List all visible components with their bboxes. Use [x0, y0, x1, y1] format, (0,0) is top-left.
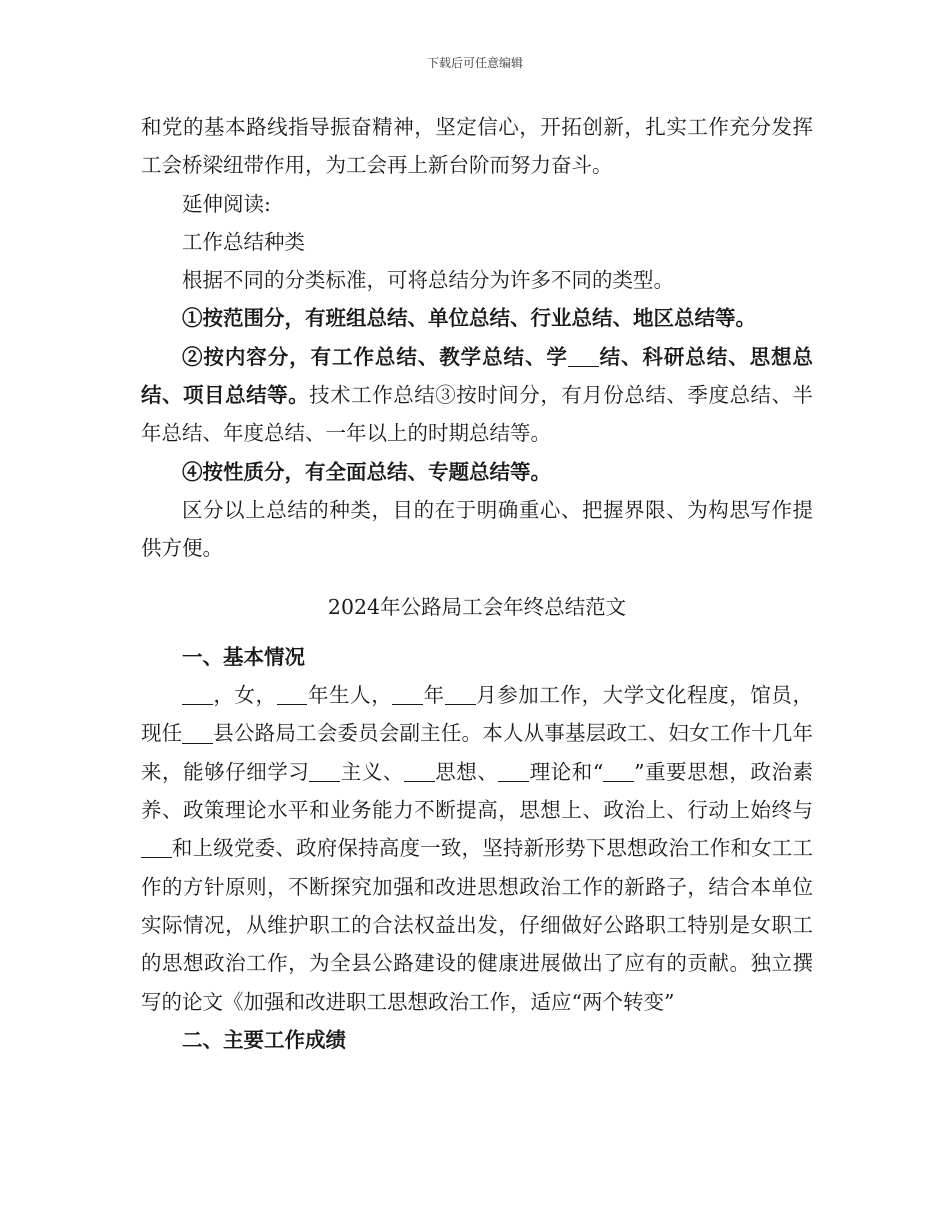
classification-item-nature: ④按性质分，有全面总结、专题总结等。 [182, 459, 551, 484]
page-header: 下载后可任意编辑 [426, 56, 523, 70]
blank-field [445, 684, 476, 706]
item2-part-c: 技术工作总结③按时间分，有月份总结、季度总结、半年总结、年度总结、一年以上的时期总结等。 [141, 383, 814, 446]
item2-part-b: 结、科研总结、思想总结、项目总结等。 [141, 344, 813, 408]
text-run: 年 [423, 683, 445, 708]
text-run: 县公路局工会委员会副主任。本人从事基层政工、妇女工作十几年来，能够仔细学习 [141, 721, 814, 784]
text-run: 理论和“ [529, 759, 604, 784]
blank-field [392, 684, 423, 706]
section-heading-basic: 一、基本情况 [182, 644, 305, 669]
classification-item-content [141, 338, 813, 453]
classification-paragraph: 根据不同的分类标准，可将总结分为许多不同的类型。 [182, 268, 674, 293]
text-run: 主义、 [340, 759, 404, 784]
blank-field [404, 760, 435, 782]
document-body [141, 108, 813, 1059]
blank-field [277, 684, 308, 706]
text-run: ”重要思想，政治素养、政策理论水平和业务能力不断提高，思想上、政治上、行动上始终与 [141, 759, 813, 823]
blank-field [603, 760, 634, 782]
extended-reading-title: 工作总结种类 [182, 229, 305, 254]
blank-field [309, 760, 340, 782]
purpose-paragraph: 区分以上总结的种类，目的在于明确重心、把握界限、为构思写作提供方便。 [141, 497, 813, 561]
blank-field [498, 760, 529, 782]
text-run: 年生人， [307, 683, 393, 708]
item2-part-a: ②按内容分，有工作总结、教学总结、学 [182, 344, 568, 369]
blank-field [182, 722, 213, 744]
blank-field [141, 837, 172, 859]
basic-info-paragraph [141, 676, 813, 1021]
blank-field [182, 684, 213, 706]
text-run: ，女， [212, 683, 277, 708]
text-run: 思想、 [434, 759, 499, 784]
text-run: 月参加工作，大学文化程度，馆员，现任 [141, 683, 814, 746]
classification-item-scope: ①按范围分，有班组总结、单位总结、行业总结、地区总结等。 [182, 306, 756, 331]
text-run: 和上级党委、政府保持高度一致，坚持新形势下思想政治工作和女工工作的方针原则，不断探究加强和改进思想政治工作的新路子，结合本单位实际情况，从维护职工的合法权益出发，仔细做好公路职工特别是女职工的思想政治工作，为全县公路建设的健康进展做出了应有的贡献。独立撰写的论文《加强和改进职工思想政治工作，适应“两个转变” [141, 836, 813, 1014]
article-title: 2024年公路局工会年终总结范文 [327, 594, 627, 619]
extended-reading-label: 延伸阅读: [182, 191, 271, 216]
intro-paragraph: 和党的基本路线指导振奋精神，坚定信心，开拓创新，扎实工作充分发挥工会桥梁纽带作用，为工会再上新台阶而努力奋斗。 [141, 115, 813, 178]
blank-field [568, 345, 599, 367]
section-heading-achievements: 二、主要工作成绩 [182, 1027, 346, 1052]
